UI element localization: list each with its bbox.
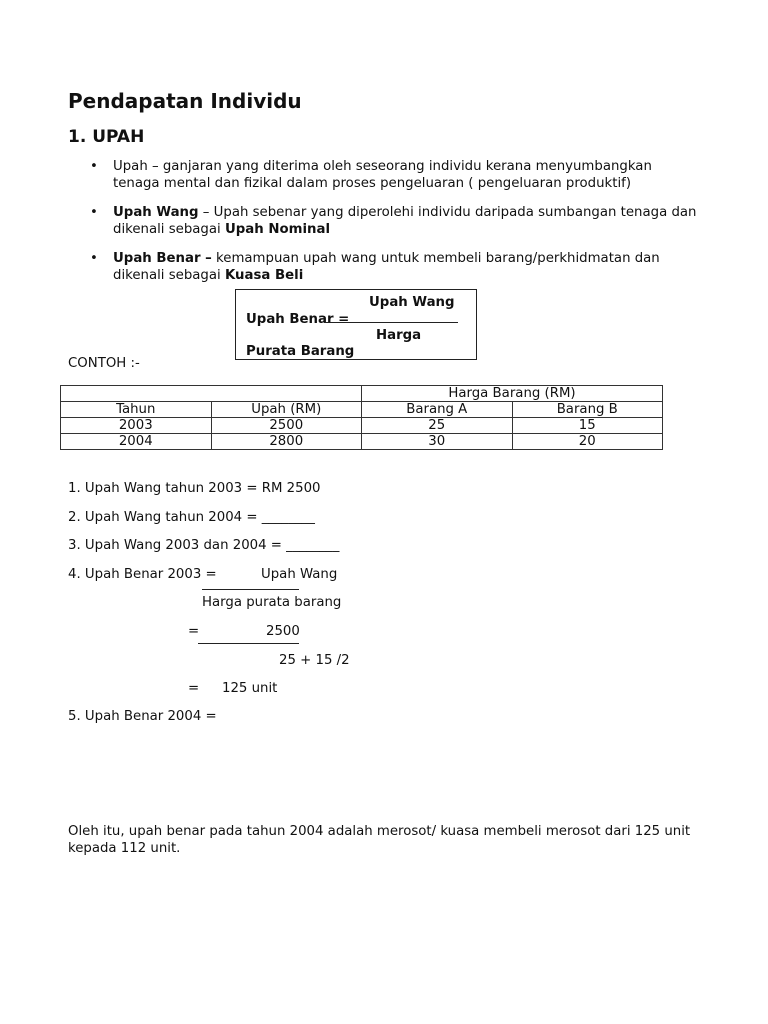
table-row [61, 402, 663, 418]
table-cell: 20 [512, 434, 663, 450]
bullet-text: Upah – ganjaran yang diterima oleh seseorang individu kerana menyumbangkan tenaga mental dan fizikal dalam proses pengeluaran ( pengeluaran produktif) [113, 159, 652, 191]
table-row [61, 434, 663, 450]
question-4: 4. Upah Benar 2003 = [68, 567, 217, 582]
section-heading: 1. UPAH [68, 127, 145, 147]
bullet-term-alt: Upah Nominal [224, 222, 331, 237]
bullet-text: kemampuan upah wang untuk membeli barang/perkhidmatan dan dikenali sebagai [113, 251, 660, 283]
formula-box [235, 289, 477, 360]
table-row [61, 386, 663, 402]
table-header: Barang A [362, 402, 513, 418]
equals-sign: = [188, 681, 200, 696]
question-5: 5. Upah Benar 2004 = [68, 709, 217, 724]
fraction-line [324, 322, 458, 323]
example-label: CONTOH :- [68, 356, 140, 371]
table-cell: 2800 [211, 434, 362, 450]
table-cell-empty [61, 386, 362, 402]
fraction-line [198, 643, 299, 644]
price-table [60, 385, 663, 450]
question-3: 3. Upah Wang 2003 dan 2004 = ________ [68, 538, 340, 553]
bullet-term: Upah Benar – [113, 251, 212, 266]
equals-sign: = [188, 624, 200, 639]
table-row [61, 418, 663, 434]
table-cell: 30 [362, 434, 513, 450]
calc-result: 125 unit [222, 681, 278, 696]
q4-denominator: Harga purata barang [202, 595, 342, 610]
question-1: 1. Upah Wang tahun 2003 = RM 2500 [68, 481, 321, 496]
table-cell: 15 [512, 418, 663, 434]
formula-denominator: Harga [376, 328, 422, 343]
bullet-term-alt: Kuasa Beli [224, 268, 304, 283]
question-2: 2. Upah Wang tahun 2004 = ________ [68, 510, 315, 525]
table-header: Barang B [512, 402, 663, 418]
formula-label: Upah Benar = [246, 312, 350, 327]
definition-list [90, 158, 700, 296]
calc-numerator: 2500 [266, 624, 300, 639]
calc-denominator: 25 + 15 /2 [279, 653, 350, 668]
table-group-header: Harga Barang (RM) [362, 386, 663, 402]
table-cell: 25 [362, 418, 513, 434]
list-item [90, 158, 700, 192]
table-header: Tahun [61, 402, 212, 418]
table-header: Upah (RM) [211, 402, 362, 418]
formula-numerator: Upah Wang [369, 295, 455, 310]
formula-denominator-2: Purata Barang [246, 344, 355, 359]
table-cell: 2003 [61, 418, 212, 434]
conclusion-text: Oleh itu, upah benar pada tahun 2004 adalah merosot/ kuasa membeli merosot dari 125 unit kepada 112 unit. [68, 824, 691, 856]
list-item [90, 204, 700, 238]
fraction-line [202, 589, 299, 590]
table-cell: 2004 [61, 434, 212, 450]
bullet-text: – Upah sebenar yang diperolehi individu daripada sumbangan tenaga dan dikenali sebagai [113, 205, 697, 237]
q4-numerator: Upah Wang [261, 567, 338, 582]
bullet-term: Upah Wang [113, 205, 199, 220]
table-cell: 2500 [211, 418, 362, 434]
page-title: Pendapatan Individu [68, 89, 302, 113]
list-item [90, 250, 700, 284]
